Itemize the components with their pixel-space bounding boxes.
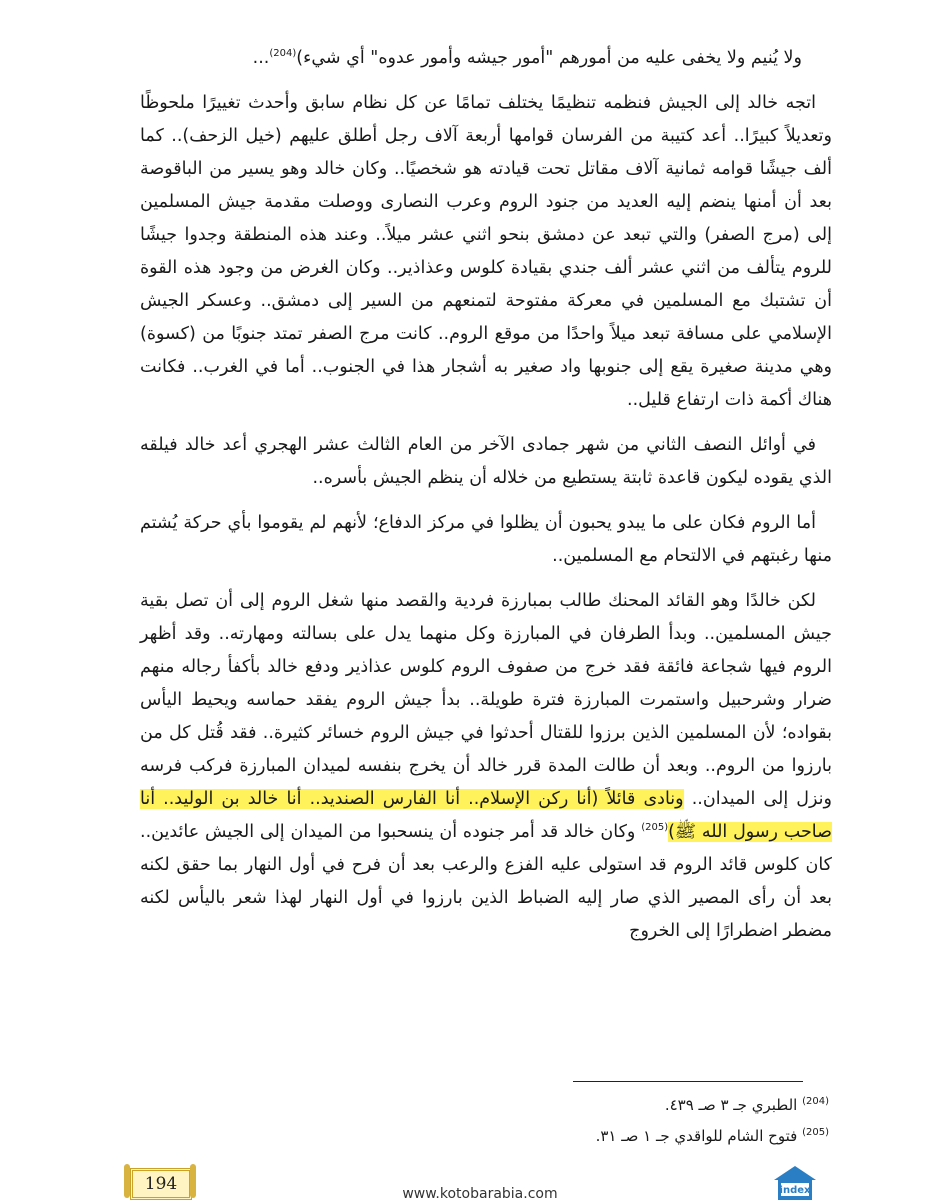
footnotes xyxy=(229,1088,829,1150)
quote-tail: ... xyxy=(252,48,270,68)
index-logo[interactable] xyxy=(770,1164,820,1200)
footnote-ref-205[interactable]: (205) xyxy=(641,822,669,834)
highlighted-quote: ونادى قائلاً (أنا ركن الإسلام.. أنا الفارس الصنديد.. أنا خالد بن الوليد.. أنا صاحب رسول الله ﷺ) xyxy=(140,789,832,842)
paragraph-duel xyxy=(140,585,832,948)
page-body xyxy=(140,42,832,960)
duel-text: لكن خالدًا وهو القائد المحنك طالب بمبارزة فردية والقصد منها شغل الروم إلى أن تصل بقية جيش المسلمين.. وبدأ الطرفان في المبارزة وكل منهما يدل على بسالته ومهارته.. وقد أظهر الروم فيها شجاعة فائقة فقد خرج من صفوف الروم كلوس عذاذير ودفع خالد بأكفأ رجاله منهم ضرار وشرحبيل واستمرت المبارزة فترة طويلة.. بدأ جيش الروم يفقد حماسه ويحيط اليأس بقواده؛ لأن المسلمين الذين برزوا للقتال أحدثوا في جيش الروم خسائر كثيرة.. فقد قُتل كل من بارزوا من الروم.. وبعد أن طالت المدة قرر خالد أن يخرج بنفسه لميدان المبارزة فركب فرسه ونزل إلى الميدان.. xyxy=(140,591,832,809)
paragraph-quote xyxy=(140,42,832,75)
paragraph: في أوائل النصف الثاني من شهر جمادى الآخر من العام الثالث عشر الهجري أعد خالد فيلقه الذي يقوده ليكون قاعدة ثابتة يستطيع من خلاله أن ينظم الجيش بأسره.. xyxy=(140,435,832,488)
paragraph: اتجه خالد إلى الجيش فنظمه تنظيمًا يختلف تمامًا عن كل نظام سابق وأحدث تغييرًا ملحوظًا وتعديلاً كبيرًا.. أعد كتيبة من الفرسان قوامها أربعة آلاف رجل أطلق عليهم (خيل الزحف).. كما ألف جيشًا قوامه ثمانية آلاف مقاتل تحت قيادته هو شخصيًا.. وكان خالد وهو يسير من الباقوصة بعد أن أمنها ينضم إليه العديد من جنود الروم وعرب النصارى ووصلت مقدمة جيش المسلمين إلى (مرج الصفر) والتي تبعد عن دمشق بنحو اثني عشر ميلاً.. وعند هذه المنطقة وجدوا جيشًا للروم يتألف من اثني عشر ألف جندي بقيادة كلوس وعذاذير.. وكان الغرض من وجود هذه القوة أن تشتبك مع المسلمين في معركة مفتوحة لتمنعهم من السير إلى دمشق.. وعسكر الجيش الإسلامي على مسافة تبعد ميلاً واحدًا من موقع الروم.. كانت مرج الصفر تمتد جنوبًا من (كسوة) وهي مدينة صغيرة يقع إلى جنوبها واد صغير به أشجار هذا في الجنوب.. أما في الغرب.. فكانت هناك أكمة ذات ارتفاع قليل.. xyxy=(140,93,832,410)
paragraph: أما الروم فكان على ما يبدو يحبون أن يظلوا في مركز الدفاع؛ لأنهم لم يقوموا بأي حركة يُشتم منها رغبتهم في الالتحام مع المسلمين.. xyxy=(140,513,832,566)
index-house-icon xyxy=(770,1164,820,1200)
footnote-number: (204) xyxy=(802,1096,829,1107)
footnote-number: (205) xyxy=(802,1127,829,1138)
quote-text: ولا يُنيم ولا يخفى عليه من أمورهم "أمور جيشه وأمور عدوه" أي شيء) xyxy=(296,48,802,68)
scroll-ornament-right xyxy=(190,1164,196,1198)
footnote-205 xyxy=(229,1119,829,1150)
footnote-204 xyxy=(229,1088,829,1119)
logo-text: index xyxy=(779,1185,811,1196)
page-number: 194 xyxy=(144,1174,178,1194)
footnote-text: الطبري جـ ٣ صـ ٤٣٩. xyxy=(664,1096,798,1114)
footnote-divider xyxy=(573,1081,803,1082)
footnote-ref-204[interactable]: (204) xyxy=(269,48,297,60)
footnote-text: فتوح الشام للواقدي جـ ١ صـ ٣١. xyxy=(595,1127,798,1145)
page-number-box xyxy=(130,1168,192,1200)
duel-text-continued: وكان خالد قد أمر جنوده أن ينسحبوا من الميدان إلى الجيش عائدين.. كان كلوس قائد الروم قد استولى عليه الفزع والرعب بعد أن فرح في أول النهار بما حقق لكنه بعد أن رأى المصير الذي صار إليه الضباط الذين بارزوا في أول النهار لهذا شعر باليأس لكنه مضطر اضطرارًا إلى الخروج xyxy=(140,822,832,941)
website-footer[interactable]: www.kotobarabia.com xyxy=(402,1186,558,1202)
